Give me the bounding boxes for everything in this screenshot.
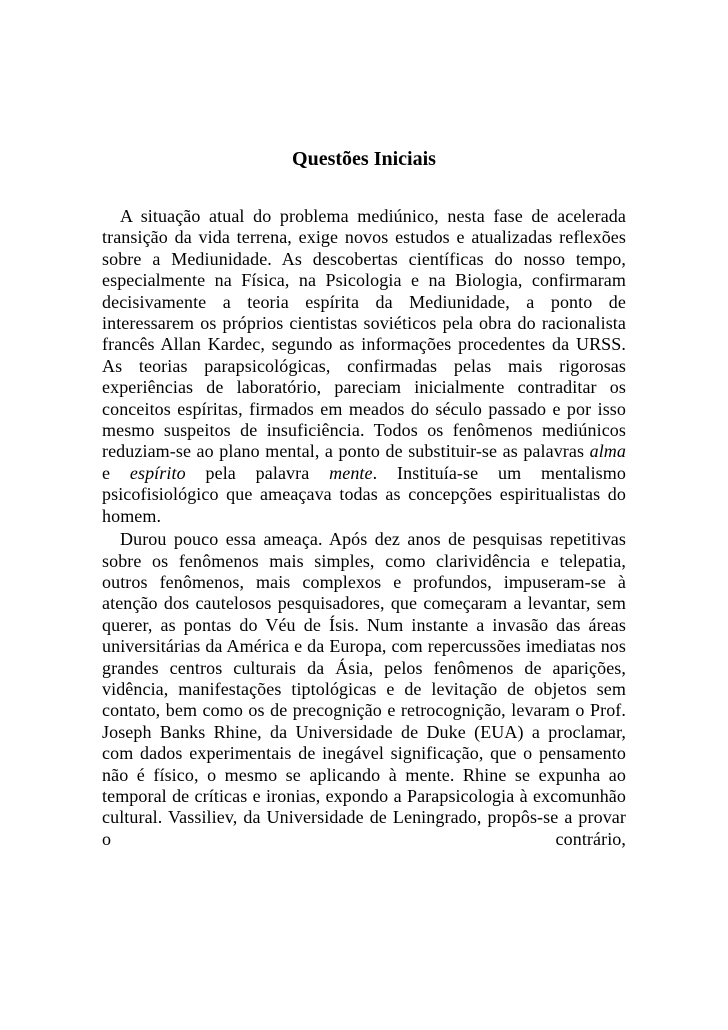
paragraph-1-text-c: pela palavra: [185, 462, 330, 483]
word-espirito: espírito: [129, 462, 186, 483]
paragraph-1-text-d: . Instituía-se um mentalismo psicofisiológico que ameaçava todas as concepções espiritualistas do homem.: [102, 462, 626, 526]
word-mente: mente: [329, 462, 373, 483]
page-title: Questões Iniciais: [292, 148, 436, 170]
paragraph-1-text-a: A situação atual do problema mediúnico, nesta fase de acelerada transição da vida terrena, exige novos estudos e atualizadas reflexões sobre a Mediunidade. As descobertas científicas do nosso tempo, especialmente na Física, na Psicologia e na Biologia, confirmaram decisivamente a teoria espírita da Mediunidade, a ponto de interessarem os próprios cientistas soviéticos pela obra do racionalista francês Allan Kardec, segundo as informações procedentes da URSS. As teorias parapsicológicas, confirmadas pelas mais rigorosas experiências de laboratório, pareciam inicialmente contraditar os conceitos espíritas, firmados em meados do século passado e por isso mesmo suspeitos de insuficiência. Todos os fenômenos mediúnicos reduziam-se ao plano mental, a ponto de substituir-se as palavras: [102, 206, 626, 462]
word-alma: alma: [589, 441, 626, 462]
paragraph-2: Durou pouco essa ameaça. Após dez anos de pesquisas repetitivas sobre os fenômenos mais simples, como clarividência e telepatia, outros fenômenos, mais complexos e profundos, impuseram-se à atenção dos cautelosos pesquisadores, que começaram a levantar, sem querer, as pontas do Véu de Ísis. Num instante a invasão das áreas universitárias da América e da Europa, com repercussões imediatas nos grandes centros culturais da Ásia, pelos fenômenos de aparições, vidência, manifestações tiptológicas e de levitação de objetos sem contato, bem como os de precognição e retrocognição, levaram o Prof. Joseph Banks Rhine, da Universidade de Duke (EUA) a proclamar, com dados experimentais de inegável significação, que o pensamento não é físico, o mesmo se aplicando à mente. Rhine se expunha ao temporal de críticas e ironias, expondo a Parapsicologia à excomunhão cultural. Vassiliev, da Universidade de Leningrado, propôs-se a provar o contrário,: [102, 529, 626, 849]
paragraph-1: [102, 206, 626, 527]
paragraph-1-text-b: e: [102, 462, 130, 483]
body-text: [102, 206, 626, 850]
